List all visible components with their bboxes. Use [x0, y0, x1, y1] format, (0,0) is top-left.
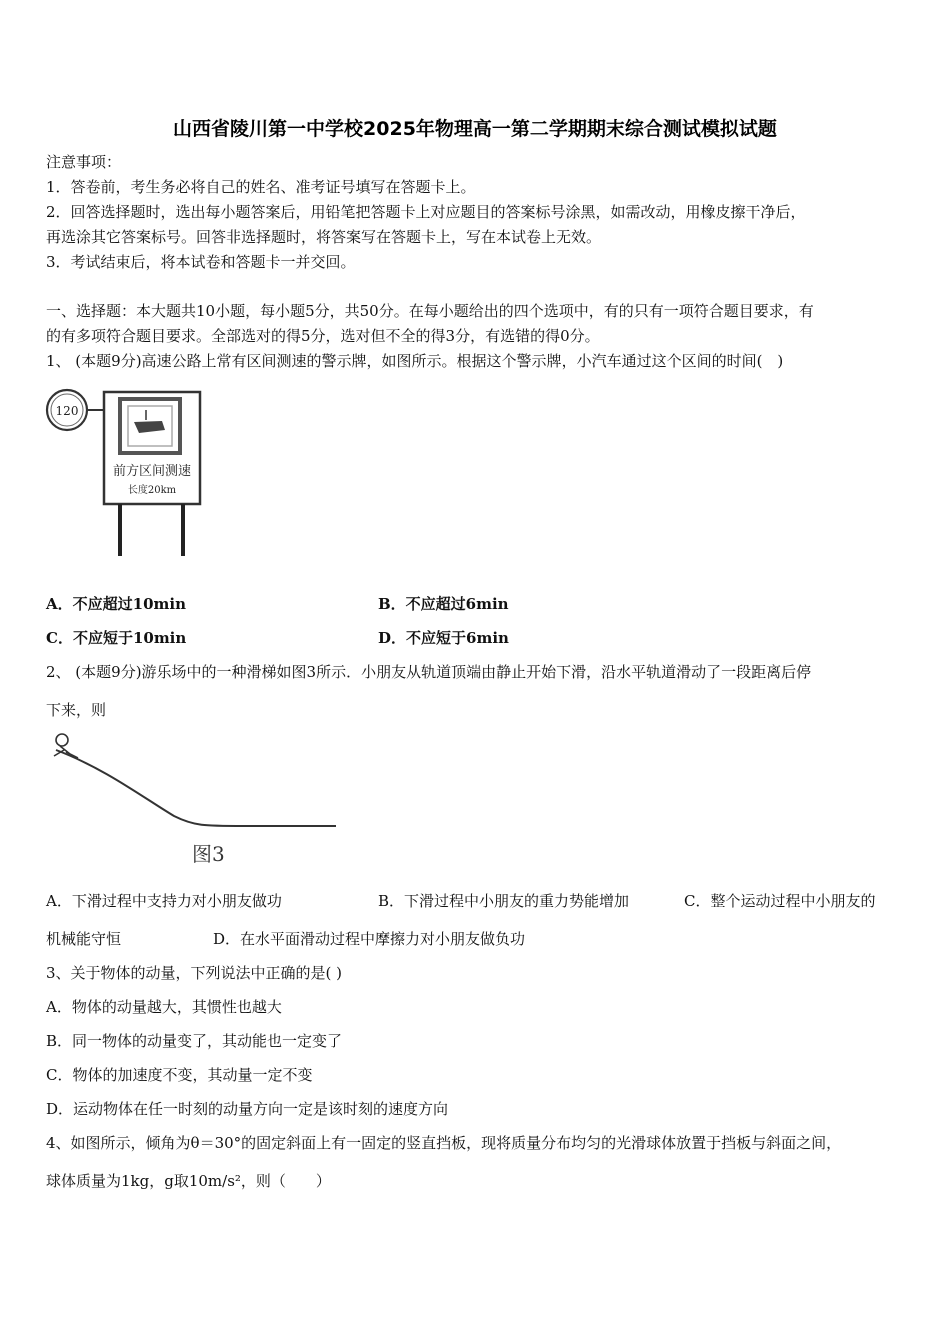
speed-limit-value: 120: [55, 404, 79, 418]
q2-option-c: C．整个运动过程中小朋友的: [684, 892, 876, 910]
notice-heading: 注意事项：: [46, 153, 122, 171]
notice-item-2: 2．回答选择题时，选出每小题答案后，用铅笔把答题卡上对应题目的答案标号涂黑，如需改动，用橡皮擦干净后，: [46, 203, 806, 221]
q3-stem: 3、关于物体的动量，下列说法中正确的是( ): [46, 964, 343, 982]
section-instructions-2: 的有多项符合题目要求。全部选对的得5分，选对但不全的得3分，有选错的得0分。: [46, 327, 600, 345]
speed-sign-figure: [44, 386, 214, 561]
q1-option-b: B．不应超过6min: [378, 595, 509, 613]
q1-option-a: A．不应超过10min: [46, 595, 186, 613]
q2-stem-2: 下来，则: [46, 701, 107, 719]
q4-stem-1: 4、如图所示，倾角为θ＝30°的固定斜面上有一固定的竖直挡板，现将质量分布均匀的光滑球体放置于挡板与斜面之间，: [46, 1134, 842, 1152]
slide-figure: [44, 728, 344, 868]
q2-option-d: D．在水平面滑动过程中摩擦力对小朋友做负功: [213, 930, 526, 948]
q3-option-c: C．物体的加速度不变，其动量一定不变: [46, 1066, 313, 1084]
page-title: 山西省陵川第一中学校2025年物理高一第二学期期末综合测试模拟试题: [173, 118, 777, 140]
q3-option-d: D．运动物体在任一时刻的动量方向一定是该时刻的速度方向: [46, 1100, 449, 1118]
section-instructions-1: 一、选择题：本大题共10小题，每小题5分，共50分。在每小题给出的四个选项中，有的只有一项符合题目要求，有: [46, 302, 814, 320]
q1-option-d: D．不应短于6min: [378, 629, 509, 647]
q4-stem-2: 球体质量为1kg，g取10m/s²，则（ ）: [46, 1172, 331, 1190]
q2-option-b: B．下滑过程中小朋友的重力势能增加: [378, 892, 630, 910]
q1-stem: 1、 (本题9分)高速公路上常有区间测速的警示牌，如图所示。根据这个警示牌，小汽车通过这个区间的时间( ): [46, 352, 784, 370]
sign-text-main: 前方区间测速: [112, 464, 192, 479]
q3-option-a: A．物体的动量越大，其惯性也越大: [46, 998, 282, 1016]
sign-text-length: 长度20km: [127, 485, 177, 496]
slide-track: [56, 750, 336, 826]
q2-option-c-cont: 机械能守恒: [46, 930, 122, 948]
child-head: [56, 734, 68, 746]
figure-caption: 图3: [192, 842, 225, 866]
q2-stem-1: 2、 (本题9分)游乐场中的一种滑梯如图3所示．小朋友从轨道顶端由静止开始下滑，沿水平轨道滑动了一段距离后停: [46, 663, 812, 681]
q3-option-b: B．同一物体的动量变了，其动能也一定变了: [46, 1032, 343, 1050]
notice-item-3: 3．考试结束后，将本试卷和答题卡一并交回。: [46, 253, 356, 271]
child-body: [54, 746, 78, 758]
notice-item-2-cont: 再选涂其它答案标号。回答非选择题时，将答案写在答题卡上，写在本试卷上无效。: [46, 228, 602, 246]
q1-option-c: C．不应短于10min: [46, 629, 187, 647]
notice-item-1: 1．答卷前，考生务必将自己的姓名、准考证号填写在答题卡上。: [46, 178, 476, 196]
q2-option-a: A．下滑过程中支持力对小朋友做功: [46, 892, 282, 910]
